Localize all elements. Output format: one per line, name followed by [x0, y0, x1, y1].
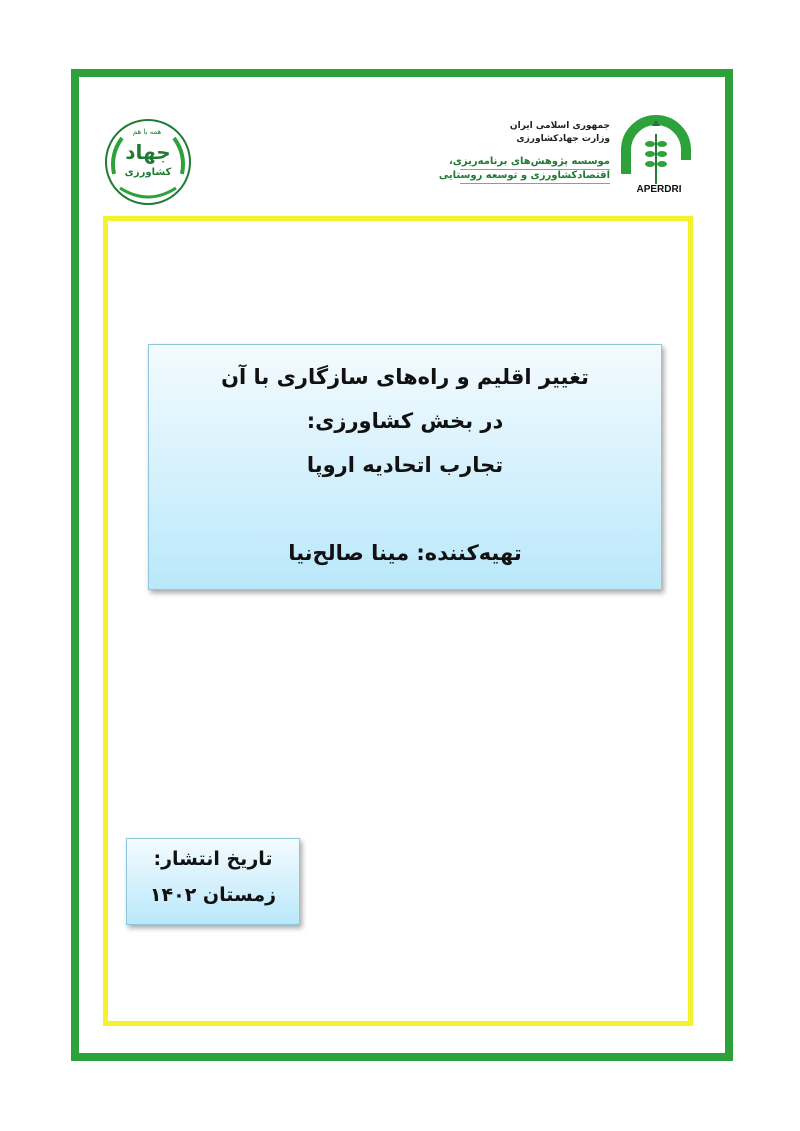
- organization-header: [438, 120, 610, 184]
- publication-date-label: تاریخ انتشار:: [153, 848, 273, 870]
- title-line-3: تجارب اتحادیه اروپا: [306, 453, 504, 477]
- title-line-2: در بخش کشاورزی:: [306, 409, 504, 433]
- publication-date-box: [126, 838, 300, 925]
- institute-name-line1: موسسه پژوهش‌های برنامه‌ریزی،: [460, 156, 610, 170]
- author-line: تهیه‌کننده: مینا صالح‌نیا: [288, 541, 522, 565]
- jahad-logo-top-text: همه با هم: [132, 128, 162, 136]
- aperdri-logo-text: APERDRI: [636, 184, 682, 195]
- country-name: جمهوری اسلامی ایران: [509, 121, 610, 131]
- jahad-logo-title: جهاد: [125, 140, 171, 164]
- jahad-logo-subtitle: کشاورزی: [124, 167, 172, 178]
- institute-name-line2: اقتصادکشاورزی و توسعه روستایی: [460, 170, 610, 184]
- ministry-name: وزارت جهادکشاورزی: [516, 134, 610, 144]
- title-box: [148, 344, 662, 590]
- publication-date-value: زمستان ۱۴۰۲: [149, 884, 277, 906]
- title-line-1: تغییر اقلیم و راه‌های سازگاری با آن: [221, 365, 589, 389]
